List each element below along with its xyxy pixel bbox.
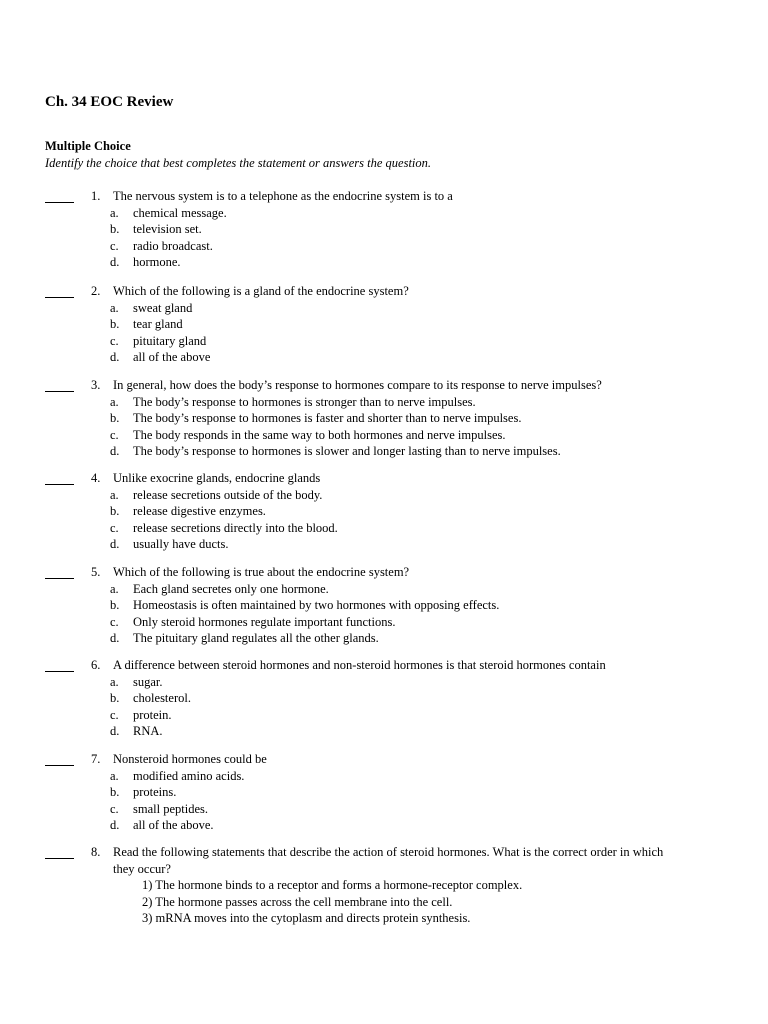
choice-b xyxy=(45,221,735,238)
question-text: Which of the following is true about the endocrine system? xyxy=(113,565,410,579)
choice-text: release secretions directly into the blood. xyxy=(133,520,338,535)
choice-d xyxy=(45,254,735,271)
choice-text: proteins. xyxy=(133,785,177,799)
choice-text: The body responds in the same way to both hormones and nerve impulses. xyxy=(133,427,506,442)
question-7 xyxy=(45,751,735,834)
choice-letter: b. xyxy=(110,598,120,612)
choice-letter: c. xyxy=(110,520,119,535)
question-number: 1. xyxy=(91,189,101,203)
section-heading: Multiple Choice xyxy=(45,139,131,153)
question-6 xyxy=(45,657,735,740)
choice-text: pituitary gland xyxy=(133,333,207,348)
choice-letter: d. xyxy=(110,537,120,551)
choice-c xyxy=(45,520,735,537)
question-2 xyxy=(45,283,735,366)
question-number: 3. xyxy=(91,378,101,392)
choice-letter: a. xyxy=(110,205,119,220)
choice-letter: a. xyxy=(110,300,119,315)
choice-text: The body’s response to hormones is stronger than to nerve impulses. xyxy=(133,394,476,409)
choice-c xyxy=(45,614,735,631)
choice-letter: b. xyxy=(110,222,120,236)
statement-3: 3) mRNA moves into the cytoplasm and directs protein synthesis. xyxy=(142,911,471,925)
choice-d xyxy=(45,817,735,834)
question-3 xyxy=(45,377,735,460)
choice-letter: a. xyxy=(110,394,119,409)
choice-text: cholesterol. xyxy=(133,691,191,705)
question-text: Nonsteroid hormones could be xyxy=(113,752,267,766)
choice-text: Homeostasis is often maintained by two hormones with opposing effects. xyxy=(133,598,500,612)
choice-a xyxy=(45,300,735,317)
choice-b xyxy=(45,597,735,614)
choice-b xyxy=(45,784,735,801)
question-number: 7. xyxy=(91,752,101,766)
question-text: Unlike exocrine glands, endocrine glands xyxy=(113,471,321,485)
choice-text: release secretions outside of the body. xyxy=(133,487,323,502)
choice-text: The pituitary gland regulates all the other glands. xyxy=(133,631,379,645)
choice-text: modified amino acids. xyxy=(133,768,245,783)
choice-b xyxy=(45,410,735,427)
choice-a xyxy=(45,581,735,598)
choice-b xyxy=(45,690,735,707)
choice-a xyxy=(45,768,735,785)
question-text: A difference between steroid hormones and non-steroid hormones is that steroid hormones contain xyxy=(113,658,606,672)
answer-blank[interactable] xyxy=(45,844,74,859)
question-text-continued: they occur? xyxy=(113,861,171,876)
choice-d xyxy=(45,630,735,647)
choice-a xyxy=(45,674,735,691)
question-text: Read the following statements that describe the action of steroid hormones. What is the correct order in which xyxy=(113,845,664,859)
choice-letter: b. xyxy=(110,317,120,331)
choice-b xyxy=(45,316,735,333)
choice-a xyxy=(45,205,735,222)
answer-blank[interactable] xyxy=(45,657,74,672)
choice-text: RNA. xyxy=(133,724,163,738)
question-number: 8. xyxy=(91,845,101,859)
question-4 xyxy=(45,470,735,553)
question-5 xyxy=(45,564,735,647)
choice-letter: c. xyxy=(110,614,119,629)
choice-text: release digestive enzymes. xyxy=(133,504,266,518)
choice-letter: d. xyxy=(110,255,120,269)
choice-a xyxy=(45,394,735,411)
statement-2: 2) The hormone passes across the cell membrane into the cell. xyxy=(142,894,453,909)
choice-letter: d. xyxy=(110,631,120,645)
choice-letter: d. xyxy=(110,818,120,832)
answer-blank[interactable] xyxy=(45,751,74,766)
page-title: Ch. 34 EOC Review xyxy=(45,94,174,110)
choice-letter: b. xyxy=(110,504,120,518)
section-instructions: Identify the choice that best completes the statement or answers the question. xyxy=(45,156,432,170)
choice-c xyxy=(45,333,735,350)
answer-blank[interactable] xyxy=(45,283,74,298)
question-number: 4. xyxy=(91,471,101,485)
choice-b xyxy=(45,503,735,520)
choice-letter: b. xyxy=(110,691,120,705)
choice-letter: c. xyxy=(110,238,119,253)
question-8 xyxy=(45,844,735,927)
choice-a xyxy=(45,487,735,504)
choice-text: tear gland xyxy=(133,317,183,331)
choice-letter: c. xyxy=(110,801,119,816)
question-text: In general, how does the body’s response to hormones compare to its response to nerve impulses? xyxy=(113,378,602,392)
choice-text: sweat gland xyxy=(133,300,193,315)
choice-text: all of the above. xyxy=(133,818,214,832)
choice-d xyxy=(45,349,735,366)
question-1 xyxy=(45,188,735,271)
question-number: 6. xyxy=(91,658,101,672)
statement-1: 1) The hormone binds to a receptor and forms a hormone-receptor complex. xyxy=(142,878,523,892)
choice-text: usually have ducts. xyxy=(133,537,229,551)
choice-letter: c. xyxy=(110,707,119,722)
question-text: Which of the following is a gland of the endocrine system? xyxy=(113,284,409,298)
choice-letter: b. xyxy=(110,785,120,799)
choice-text: chemical message. xyxy=(133,205,227,220)
choice-c xyxy=(45,707,735,724)
choice-text: Each gland secretes only one hormone. xyxy=(133,581,329,596)
answer-blank[interactable] xyxy=(45,188,74,203)
choice-letter: d. xyxy=(110,724,120,738)
choice-letter: a. xyxy=(110,487,119,502)
choice-letter: a. xyxy=(110,674,119,689)
choice-text: small peptides. xyxy=(133,801,208,816)
choice-text: The body’s response to hormones is faster and shorter than to nerve impulses. xyxy=(133,411,522,425)
choice-d xyxy=(45,443,735,460)
choice-d xyxy=(45,723,735,740)
choice-letter: a. xyxy=(110,581,119,596)
question-number: 5. xyxy=(91,565,101,579)
choice-text: Only steroid hormones regulate important functions. xyxy=(133,614,396,629)
choice-text: hormone. xyxy=(133,255,181,269)
choice-d xyxy=(45,536,735,553)
choice-c xyxy=(45,801,735,818)
choice-text: sugar. xyxy=(133,674,163,689)
choice-c xyxy=(45,238,735,255)
answer-blank[interactable] xyxy=(45,564,74,579)
choice-text: The body’s response to hormones is slower and longer lasting than to nerve impulses. xyxy=(133,444,561,458)
answer-blank[interactable] xyxy=(45,377,74,392)
question-number: 2. xyxy=(91,284,101,298)
choice-letter: c. xyxy=(110,333,119,348)
choice-letter: d. xyxy=(110,350,120,364)
choice-letter: a. xyxy=(110,768,119,783)
choice-c xyxy=(45,427,735,444)
choice-text: all of the above xyxy=(133,350,211,364)
choice-letter: d. xyxy=(110,444,120,458)
choice-letter: b. xyxy=(110,411,120,425)
question-text: The nervous system is to a telephone as the endocrine system is to a xyxy=(113,189,453,203)
choice-text: radio broadcast. xyxy=(133,238,213,253)
answer-blank[interactable] xyxy=(45,470,74,485)
choice-text: protein. xyxy=(133,707,172,722)
choice-text: television set. xyxy=(133,222,202,236)
choice-letter: c. xyxy=(110,427,119,442)
